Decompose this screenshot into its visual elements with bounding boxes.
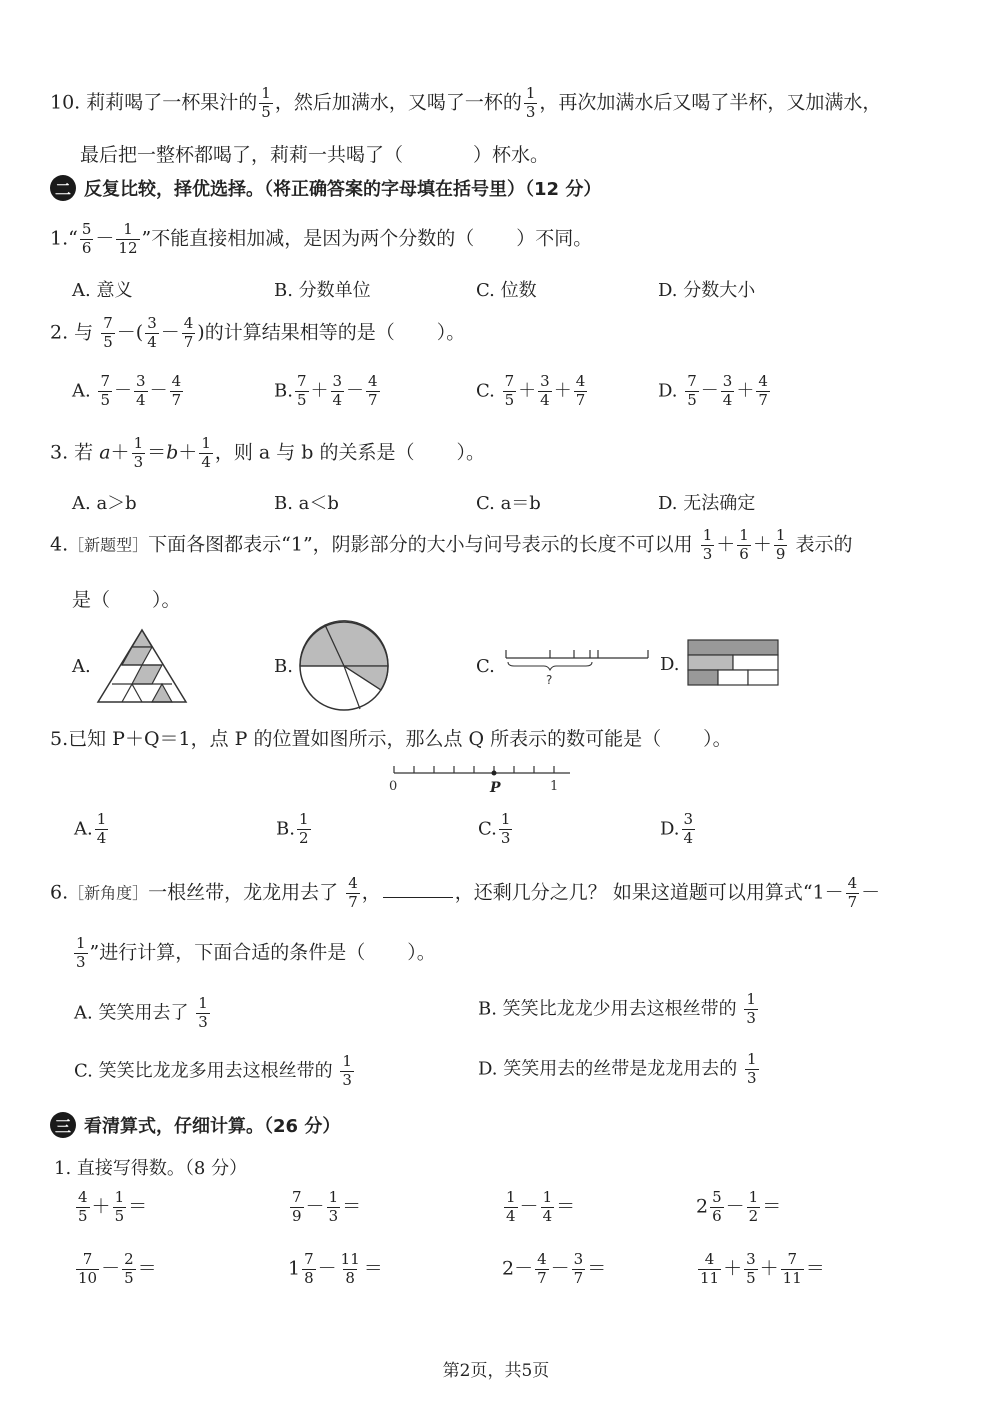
- calc-item[interactable]: 2－ $\frac{4}{7}$ － $\frac{3}{7}$ ＝: [502, 1250, 607, 1287]
- fraction: $\frac{5}{6}$: [81, 220, 92, 257]
- option-d-label[interactable]: D.: [660, 654, 680, 675]
- q10-line2: 最后把一整杯都喝了，莉莉一共喝了（ ）杯水。: [80, 144, 550, 166]
- calc-item[interactable]: $\frac{7}{10}$ － $\frac{2}{5}$ ＝: [78, 1250, 157, 1287]
- condition-blank[interactable]: [383, 897, 453, 898]
- option-d[interactable]: D. 无法确定: [658, 493, 756, 514]
- fraction: $\frac{4}{7}$: [183, 314, 194, 351]
- calc-item[interactable]: $\frac{1}{4}$ － $\frac{1}{4}$ ＝: [506, 1188, 576, 1225]
- point-p-label: P: [490, 780, 501, 796]
- option-c[interactable]: C. 笑笑比龙龙多用去这根丝带的 $\frac{1}{3}$: [74, 1052, 352, 1089]
- fraction: $\frac{1}{3}$: [525, 84, 536, 121]
- option-d[interactable]: D. 笑笑用去的丝带是龙龙用去的 $\frac{1}{3}$: [478, 1050, 757, 1087]
- option-c-label[interactable]: C.: [476, 656, 495, 677]
- calc-item[interactable]: 2 $\frac{5}{6}$ － $\frac{1}{2}$ ＝: [696, 1188, 782, 1225]
- fraction: $\frac{1}{5}$: [261, 84, 271, 121]
- fraction: $\frac{7}{5}$: [103, 314, 113, 351]
- calc-item[interactable]: $\frac{7}{9}$ － $\frac{1}{3}$ ＝: [292, 1188, 362, 1225]
- s2-question-4: 4.［新题型］下面各图都表示“1”，阴影部分的大小与问号表示的长度不可以用 $\frac{1}{3}$ ＋ $\frac{1}{6}$ ＋ $\frac{1}{9}$ 表示的: [50, 526, 853, 563]
- option-a[interactable]: A. a＞b: [72, 493, 137, 514]
- option-b[interactable]: B. a＜b: [274, 493, 339, 514]
- s2-question-1: 1.“ $\frac{5}{6}$ － $\frac{1}{12}$ ”不能直接相加减，是因为两个分数的（ ）不同。: [50, 220, 593, 257]
- page-footer: 第2页，共5页: [442, 1361, 550, 1381]
- option-d[interactable]: D. $\frac{7}{5}$ － $\frac{3}{4}$ ＋ $\frac{4}{7}$: [658, 372, 768, 409]
- section-title: 反复比较，择优选择。（将正确答案的字母填在括号里）（12 分）: [84, 179, 602, 200]
- option-b[interactable]: B. $\frac{7}{5}$ ＋ $\frac{3}{4}$ － $\frac{4}{7}$: [274, 372, 378, 409]
- option-c[interactable]: C. $\frac{7}{5}$ ＋ $\frac{3}{4}$ ＋ $\frac{4}{7}$: [476, 372, 586, 409]
- fraction: $\frac{1}{3}$: [133, 434, 144, 471]
- option-c[interactable]: C. $\frac{1}{3}$: [478, 810, 511, 847]
- option-d[interactable]: D. 分数大小: [658, 280, 756, 301]
- option-b[interactable]: B. 笑笑比龙龙少用去这根丝带的 $\frac{1}{3}$: [478, 990, 756, 1027]
- number-line: [386, 760, 576, 796]
- question-tag: ［新角度］: [68, 883, 149, 903]
- s2-question-6: 6.［新角度］一根丝带，龙龙用去了 $\frac{4}{7}$ ， ，还剩几分之几？ 如果这道题可以用算式“1－ $\frac{4}{7}$ －: [50, 874, 881, 911]
- option-c[interactable]: C. a＝b: [476, 493, 541, 514]
- q10-number: 10.: [50, 91, 81, 114]
- section-badge: 三: [50, 1112, 76, 1138]
- calc-item[interactable]: $\frac{4}{11}$ ＋ $\frac{3}{5}$ ＋ $\frac{7}{11}$ ＝: [700, 1250, 825, 1287]
- calc-item[interactable]: 1 $\frac{7}{8}$ － $\frac{11}{8}$ ＝: [288, 1250, 383, 1287]
- option-b[interactable]: B. 分数单位: [274, 280, 371, 301]
- axis-start-label: 0: [389, 779, 398, 794]
- section-badge: 二: [50, 175, 76, 201]
- option-a-label[interactable]: A.: [72, 656, 91, 677]
- s2-question-4-line2: 是（ ）。: [72, 589, 181, 611]
- option-a[interactable]: A. 意义: [72, 280, 133, 301]
- q10-line1: 10. 莉莉喝了一杯果汁的 $\frac{1}{5}$ ，然后加满水，又喝了一杯的 $\frac{1}{3}$ ，再次加满水后又喝了半杯，又加满水，: [50, 84, 882, 121]
- segment-figure: [502, 644, 652, 688]
- section-2-header: [50, 175, 601, 201]
- rectangle-figure: [686, 638, 780, 688]
- option-b-label[interactable]: B.: [274, 656, 293, 677]
- fraction: $\frac{1}{4}$: [201, 434, 211, 471]
- point-p: [492, 771, 497, 776]
- option-d[interactable]: D. $\frac{3}{4}$: [660, 810, 694, 847]
- option-a[interactable]: A. $\frac{1}{4}$: [74, 810, 107, 847]
- circle-figure: [298, 620, 390, 712]
- section-3-header: [50, 1112, 340, 1138]
- option-a[interactable]: A. 笑笑用去了 $\frac{1}{3}$: [74, 994, 208, 1031]
- s2-question-2: 2. 与 $\frac{7}{5}$ －( $\frac{3}{4}$ － $\frac{4}{7}$ )的计算结果相等的是（ ）。: [50, 314, 466, 351]
- section-title: 看清算式，仔细计算。（26 分）: [84, 1116, 341, 1137]
- option-c[interactable]: C. 位数: [476, 280, 537, 301]
- question-mark: ?: [546, 673, 553, 687]
- triangle-figure: [96, 628, 188, 704]
- fraction: $\frac{1}{12}$: [118, 220, 138, 257]
- s2-question-5: 5.已知 P＋Q＝1，点 P 的位置如图所示，那么点 Q 所表示的数可能是（ ）。: [50, 728, 732, 750]
- s2-question-6-line2: $\frac{1}{3}$ ”进行计算，下面合适的条件是（ ）。: [76, 934, 436, 971]
- s3-question-1-title: 1. 直接写得数。（8 分）: [54, 1158, 248, 1179]
- option-b[interactable]: B. $\frac{1}{2}$: [276, 810, 309, 847]
- option-a[interactable]: A. $\frac{7}{5}$ － $\frac{3}{4}$ － $\frac{4}{7}$: [72, 372, 182, 409]
- axis-end-label: 1: [550, 779, 559, 794]
- calc-item[interactable]: $\frac{4}{5}$ ＋ $\frac{1}{5}$ ＝: [78, 1188, 148, 1225]
- fraction: $\frac{3}{4}$: [147, 314, 157, 351]
- s2-question-3: 3. 若 a＋ $\frac{1}{3}$ ＝b＋ $\frac{1}{4}$ ，则 a 与 b 的关系是（ ）。: [50, 434, 486, 471]
- question-tag: ［新题型］: [68, 535, 149, 555]
